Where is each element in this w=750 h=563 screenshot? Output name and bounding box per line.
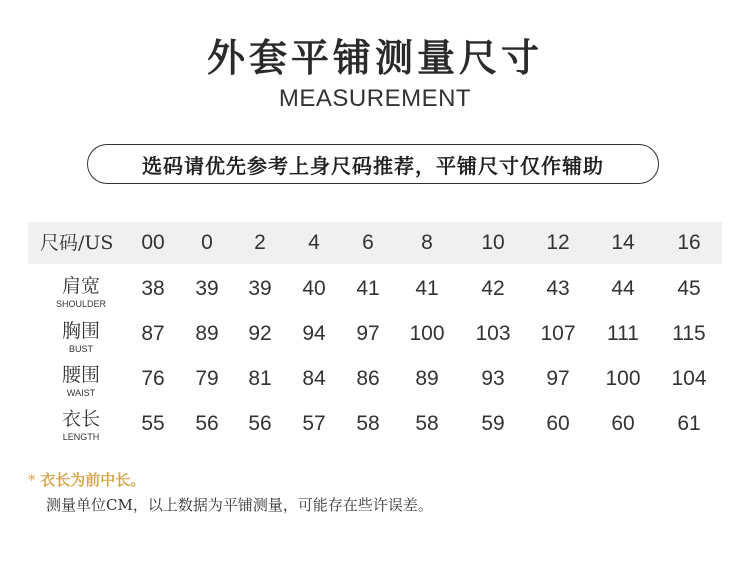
measurement-cell: 107 [540,322,576,345]
size-header-cell: 16 [677,231,701,254]
measurement-cell: 97 [356,322,380,345]
measurement-cell: 79 [195,367,219,390]
length-note [28,470,145,490]
measurement-cell: 41 [356,277,380,300]
row-label-cn: 肩宽 [61,275,100,297]
row-label-cn: 腰围 [61,364,100,386]
measurement-cell: 84 [302,367,326,390]
page-title: 外套平铺测量尺寸 [206,35,543,80]
measurement-cell: 58 [415,412,439,435]
size-header-cell: 8 [421,231,433,254]
measurement-cell: 86 [356,367,380,390]
measurement-cell: 56 [248,412,272,435]
measurement-cell: 100 [605,367,641,390]
row-label [44,408,118,442]
measurement-cell: 58 [356,412,380,435]
measurement-cell: 44 [611,277,635,300]
row-label-en: LENGTH [62,432,100,442]
measurement-cell: 89 [415,367,439,390]
measurement-cell: 38 [141,277,165,300]
size-header-cell: 2 [254,231,266,254]
measurement-cell: 41 [415,277,439,300]
row-label [44,320,118,354]
measurement-cell: 104 [671,367,707,390]
measurement-cell: 100 [409,322,445,345]
size-header-cell: 12 [546,231,570,254]
row-label [44,275,118,309]
length-note-text: 衣长为前中长。 [40,471,146,489]
measurement-cell: 97 [546,367,570,390]
measurement-cell: 45 [677,277,701,300]
row-label-en: WAIST [66,388,96,398]
measurement-cell: 40 [302,277,326,300]
measurement-disclaimer: 测量单位CM，以上数据为平铺测量，可能存在些许误差。 [46,496,433,514]
size-header-cell: 6 [362,231,374,254]
row-label-cn: 衣长 [61,408,100,430]
measurement-cell: 42 [481,277,505,300]
measurement-cell: 81 [248,367,272,390]
size-header-cell: 10 [481,231,505,254]
measurement-cell: 43 [546,277,570,300]
page-subtitle: MEASUREMENT [278,85,472,112]
measurement-cell: 115 [672,322,706,345]
measurement-cell: 61 [677,412,701,435]
measurement-cell: 55 [141,412,165,435]
row-label-en: SHOULDER [55,299,106,309]
row-label [44,364,118,398]
measurement-cell: 60 [546,412,570,435]
measurement-cell: 56 [195,412,219,435]
size-header-cell: 0 [201,231,213,254]
measurement-cell: 59 [481,412,505,435]
measurement-cell: 39 [248,277,272,300]
size-header-cell: 4 [308,231,320,254]
size-advice-notice: 选码请优先参考上身尺码推荐，平铺尺寸仅作辅助 [87,144,659,184]
row-label-cn: 胸围 [61,320,100,342]
measurement-cell: 89 [195,322,219,345]
asterisk-icon: * [28,471,36,489]
measurement-cell: 57 [302,412,326,435]
measurement-cell: 92 [248,322,272,345]
measurement-cell: 76 [141,367,165,390]
size-header-cell: 00 [141,231,165,254]
measurement-cell: 111 [607,322,639,345]
measurement-cell: 103 [475,322,511,345]
size-header-label: 尺码/US [40,232,114,254]
measurement-cell: 94 [302,322,326,345]
measurement-cell: 60 [611,412,635,435]
row-label-en: BUST [68,344,93,354]
measurement-cell: 93 [481,367,505,390]
size-header-cell: 14 [611,231,635,254]
measurement-cell: 39 [195,277,219,300]
measurement-cell: 87 [141,322,165,345]
